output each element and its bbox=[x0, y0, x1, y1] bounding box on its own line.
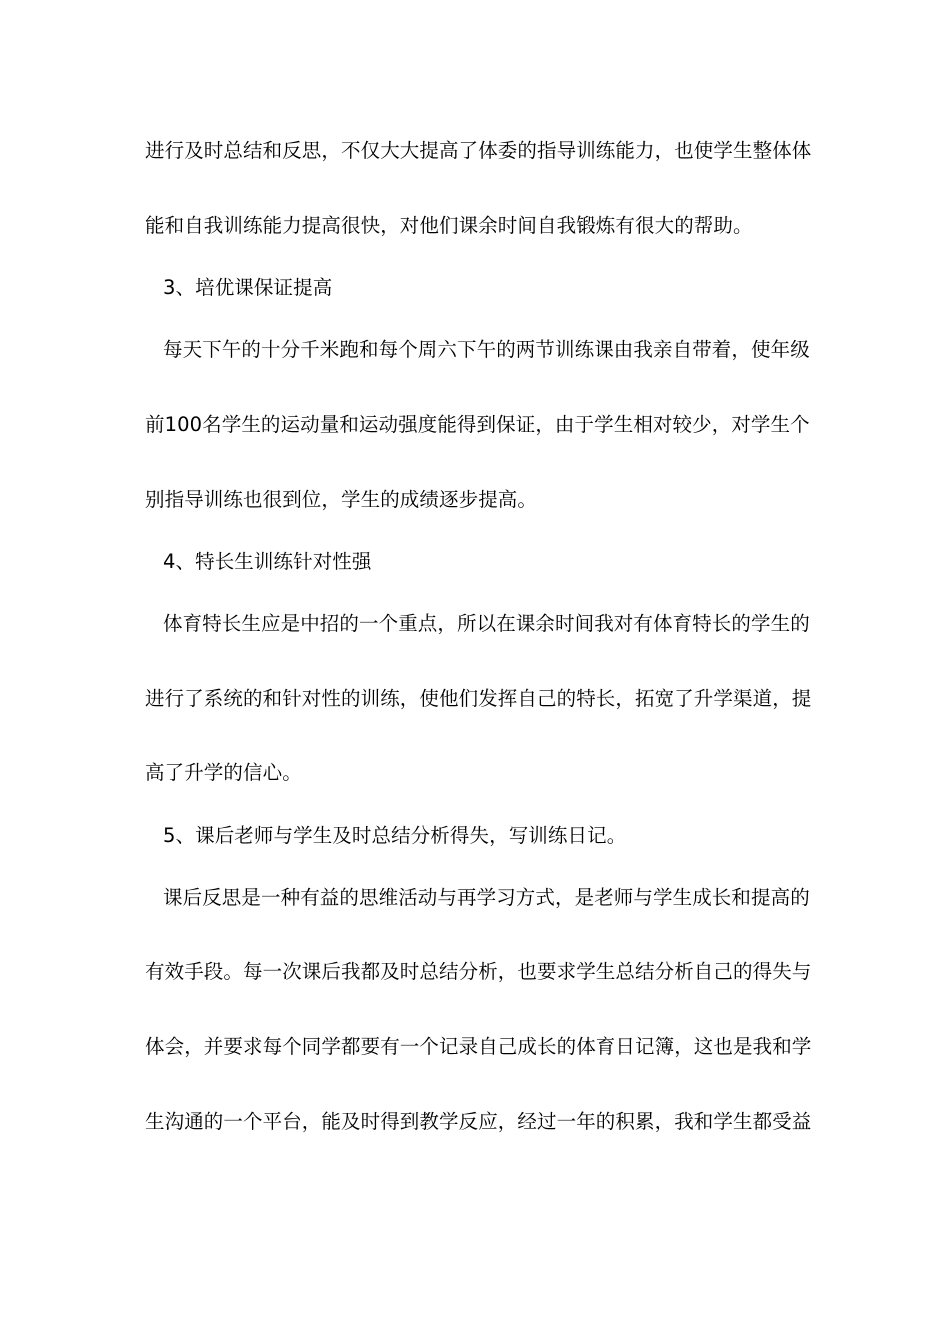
paragraph-line: 进行及时总结和反思，不仅大大提高了体委的指导训练能力，也使学生整体体 bbox=[145, 139, 812, 162]
paragraph-line: 高了升学的信心。 bbox=[145, 761, 302, 784]
paragraph-line: 体育特长生应是中招的一个重点，所以在课余时间我对有体育特长的学生的 bbox=[163, 612, 810, 635]
paragraph-line: 前100名学生的运动量和运动强度能得到保证，由于学生相对较少，对学生个 bbox=[145, 413, 810, 436]
section-heading: 4、特长生训练针对性强 bbox=[163, 550, 372, 573]
paragraph-line: 进行了系统的和针对性的训练，使他们发挥自己的特长，拓宽了升学渠道，提 bbox=[145, 687, 812, 710]
paragraph-line: 生沟通的一个平台，能及时得到教学反应，经过一年的积累，我和学生都受益 bbox=[145, 1110, 812, 1133]
paragraph-line: 有效手段。每一次课后我都及时总结分析，也要求学生总结分析自己的得失与 bbox=[145, 960, 812, 983]
paragraph-line: 能和自我训练能力提高很快，对他们课余时间自我锻炼有很大的帮助。 bbox=[145, 214, 753, 237]
section-heading: 3、培优课保证提高 bbox=[163, 276, 333, 299]
paragraph-line: 课后反思是一种有益的思维活动与再学习方式，是老师与学生成长和提高的 bbox=[163, 886, 810, 909]
paragraph-line: 别指导训练也很到位，学生的成绩逐步提高。 bbox=[145, 488, 538, 511]
section-heading: 5、课后老师与学生及时总结分析得失，写训练日记。 bbox=[163, 824, 627, 847]
paragraph-line: 体会，并要求每个同学都要有一个记录自己成长的体育日记簿，这也是我和学 bbox=[145, 1035, 812, 1058]
paragraph-line: 每天下午的十分千米跑和每个周六下午的两节训练课由我亲自带着，使年级 bbox=[163, 338, 810, 361]
